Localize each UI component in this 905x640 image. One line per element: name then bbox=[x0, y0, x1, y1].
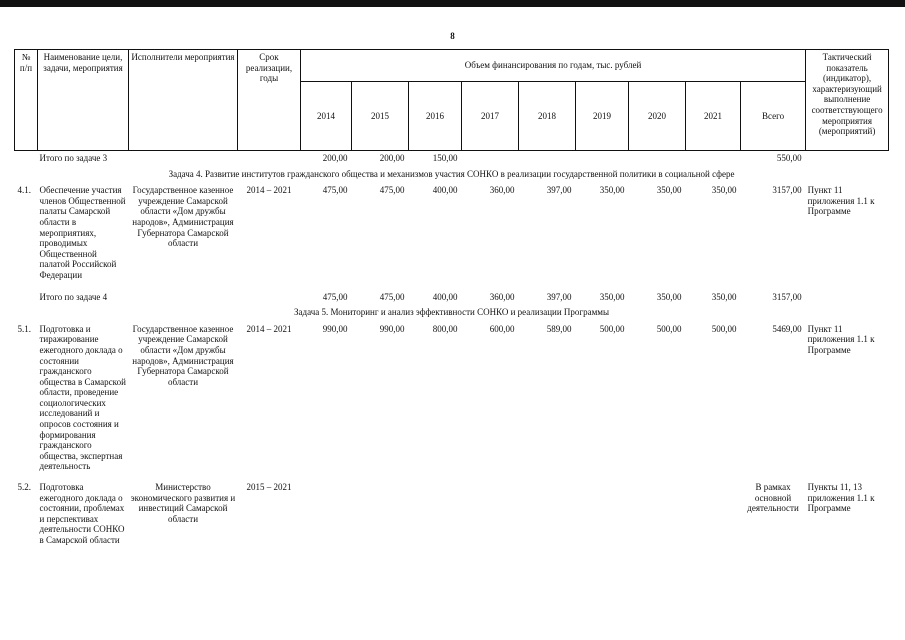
header-year: 2016 bbox=[409, 81, 462, 150]
row-number: 5.2. bbox=[17, 482, 31, 493]
value-cell: 600,00 bbox=[489, 323, 515, 334]
value-cell: 500,00 bbox=[711, 323, 737, 334]
value-cell bbox=[519, 481, 576, 547]
indicator-cell: Пункт 11 приложения 1.1 к Программе bbox=[807, 323, 875, 355]
activity-executors: Министерство экономического развития и инвестиций Самарской области bbox=[130, 482, 236, 524]
header-period: Срок реализации, годы bbox=[238, 50, 301, 151]
value-cell bbox=[462, 151, 519, 168]
activity-executors: Государственное казенное учреждение Самарской области «Дом дружбы народов», Администрация Губернатора Самарской области bbox=[132, 323, 234, 387]
header-indicator: Тактический показатель (индикатор), характеризующий выполнение соответствующего мероприятия (мероприятий) bbox=[806, 50, 889, 151]
value-cell: 360,00 bbox=[489, 291, 515, 302]
value-cell: 990,00 bbox=[322, 323, 348, 334]
value-cell: 200,00 bbox=[379, 153, 405, 163]
activity-name: Обеспечение участия членов Общественной палаты Самарской области в мероприятиях, проводимых Общественной палатой Российской Федерации bbox=[39, 185, 126, 280]
table-row bbox=[15, 481, 889, 547]
task-heading-row bbox=[15, 306, 889, 323]
value-cell: 350,00 bbox=[711, 185, 737, 196]
value-cell bbox=[409, 481, 462, 547]
total-row-task4 bbox=[15, 290, 889, 307]
value-cell: 397,00 bbox=[546, 291, 572, 302]
task-5-heading: Задача 5. Мониторинг и анализ эффективности СОНКО и реализации Программы bbox=[294, 307, 610, 318]
header-year: 2020 bbox=[629, 81, 686, 150]
value-cell: 475,00 bbox=[379, 291, 405, 302]
value-cell bbox=[629, 151, 686, 168]
top-border-bar bbox=[0, 0, 905, 7]
value-cell bbox=[576, 481, 629, 547]
value-cell bbox=[686, 481, 741, 547]
value-cell: 500,00 bbox=[656, 323, 682, 334]
total-cell: В рамках основной деятельности bbox=[747, 482, 799, 514]
header-year: 2018 bbox=[519, 81, 576, 150]
value-cell: 400,00 bbox=[432, 185, 458, 196]
header-year: 2021 bbox=[686, 81, 741, 150]
value-cell: 990,00 bbox=[379, 323, 405, 334]
value-cell: 589,00 bbox=[546, 323, 572, 334]
total-cell: 5469,00 bbox=[772, 323, 802, 334]
total-row-task3 bbox=[15, 151, 889, 168]
row-number: 5.1. bbox=[17, 323, 31, 334]
table-row bbox=[15, 184, 889, 281]
activity-period: 2014 – 2021 bbox=[246, 323, 292, 334]
total-cell: 3157,00 bbox=[772, 291, 802, 302]
value-cell bbox=[352, 481, 409, 547]
value-cell: 350,00 bbox=[599, 291, 625, 302]
value-cell: 350,00 bbox=[711, 291, 737, 302]
header-executors: Исполнители мероприятия bbox=[129, 50, 238, 151]
table-header-row bbox=[15, 50, 889, 82]
value-cell: 350,00 bbox=[656, 185, 682, 196]
value-cell: 350,00 bbox=[599, 185, 625, 196]
value-cell: 350,00 bbox=[656, 291, 682, 302]
value-cell: 500,00 bbox=[599, 323, 625, 334]
page-number: 8 bbox=[450, 31, 455, 41]
value-cell bbox=[462, 481, 519, 547]
value-cell: 200,00 bbox=[322, 153, 348, 163]
activity-period: 2014 – 2021 bbox=[246, 185, 292, 196]
value-cell bbox=[519, 151, 576, 168]
value-cell: 400,00 bbox=[432, 291, 458, 302]
total-cell: 3157,00 bbox=[772, 185, 802, 196]
header-total: Всего bbox=[741, 81, 806, 150]
value-cell: 150,00 bbox=[432, 153, 458, 163]
indicator-cell: Пункты 11, 13 приложения 1.1 к Программе bbox=[807, 482, 875, 514]
table-row bbox=[15, 323, 889, 473]
value-cell: 475,00 bbox=[379, 185, 405, 196]
header-year: 2017 bbox=[462, 81, 519, 150]
total-label: Итого по задаче 3 bbox=[39, 153, 108, 163]
header-financing: Объем финансирования по годам, тыс. рублей bbox=[301, 50, 806, 82]
value-cell: 397,00 bbox=[546, 185, 572, 196]
value-cell bbox=[686, 151, 741, 168]
indicator-cell: Пункт 11 приложения 1.1 к Программе bbox=[807, 185, 875, 217]
activity-name: Подготовка ежегодного доклада о состоянии, проблемах и перспективах деятельности СОНКО в Самарской области bbox=[39, 482, 125, 545]
value-cell: 475,00 bbox=[322, 185, 348, 196]
task-heading-row bbox=[15, 168, 889, 185]
value-cell: 360,00 bbox=[489, 185, 515, 196]
value-cell: 475,00 bbox=[322, 291, 348, 302]
row-number: 4.1. bbox=[17, 185, 31, 196]
header-name: Наименование цели, задачи, мероприятия bbox=[38, 50, 129, 151]
value-cell: 800,00 bbox=[432, 323, 458, 334]
header-num: № п/п bbox=[15, 50, 38, 151]
activity-name: Подготовка и тиражирование ежегодного доклада о состоянии гражданского общества в Самарской области, проведение социологических исследований и опросов состояния и формирования гражданского общества, экспертная деятельность bbox=[39, 323, 126, 472]
value-cell bbox=[576, 151, 629, 168]
task-4-heading: Задача 4. Развитие институтов гражданского общества и механизмов участия СОНКО в реализации государственной политики в социальной сфере bbox=[168, 168, 735, 179]
header-year: 2014 bbox=[301, 81, 352, 150]
total-cell: 550,00 bbox=[776, 153, 802, 163]
program-activities-table bbox=[14, 49, 889, 547]
header-year: 2015 bbox=[352, 81, 409, 150]
header-year: 2019 bbox=[576, 81, 629, 150]
activity-period: 2015 – 2021 bbox=[246, 482, 292, 493]
value-cell bbox=[301, 481, 352, 547]
value-cell bbox=[629, 481, 686, 547]
activity-executors: Государственное казенное учреждение Самарской области «Дом дружбы народов», Администрация Губернатора Самарской области bbox=[132, 185, 234, 249]
total-label: Итого по задаче 4 bbox=[39, 291, 108, 302]
